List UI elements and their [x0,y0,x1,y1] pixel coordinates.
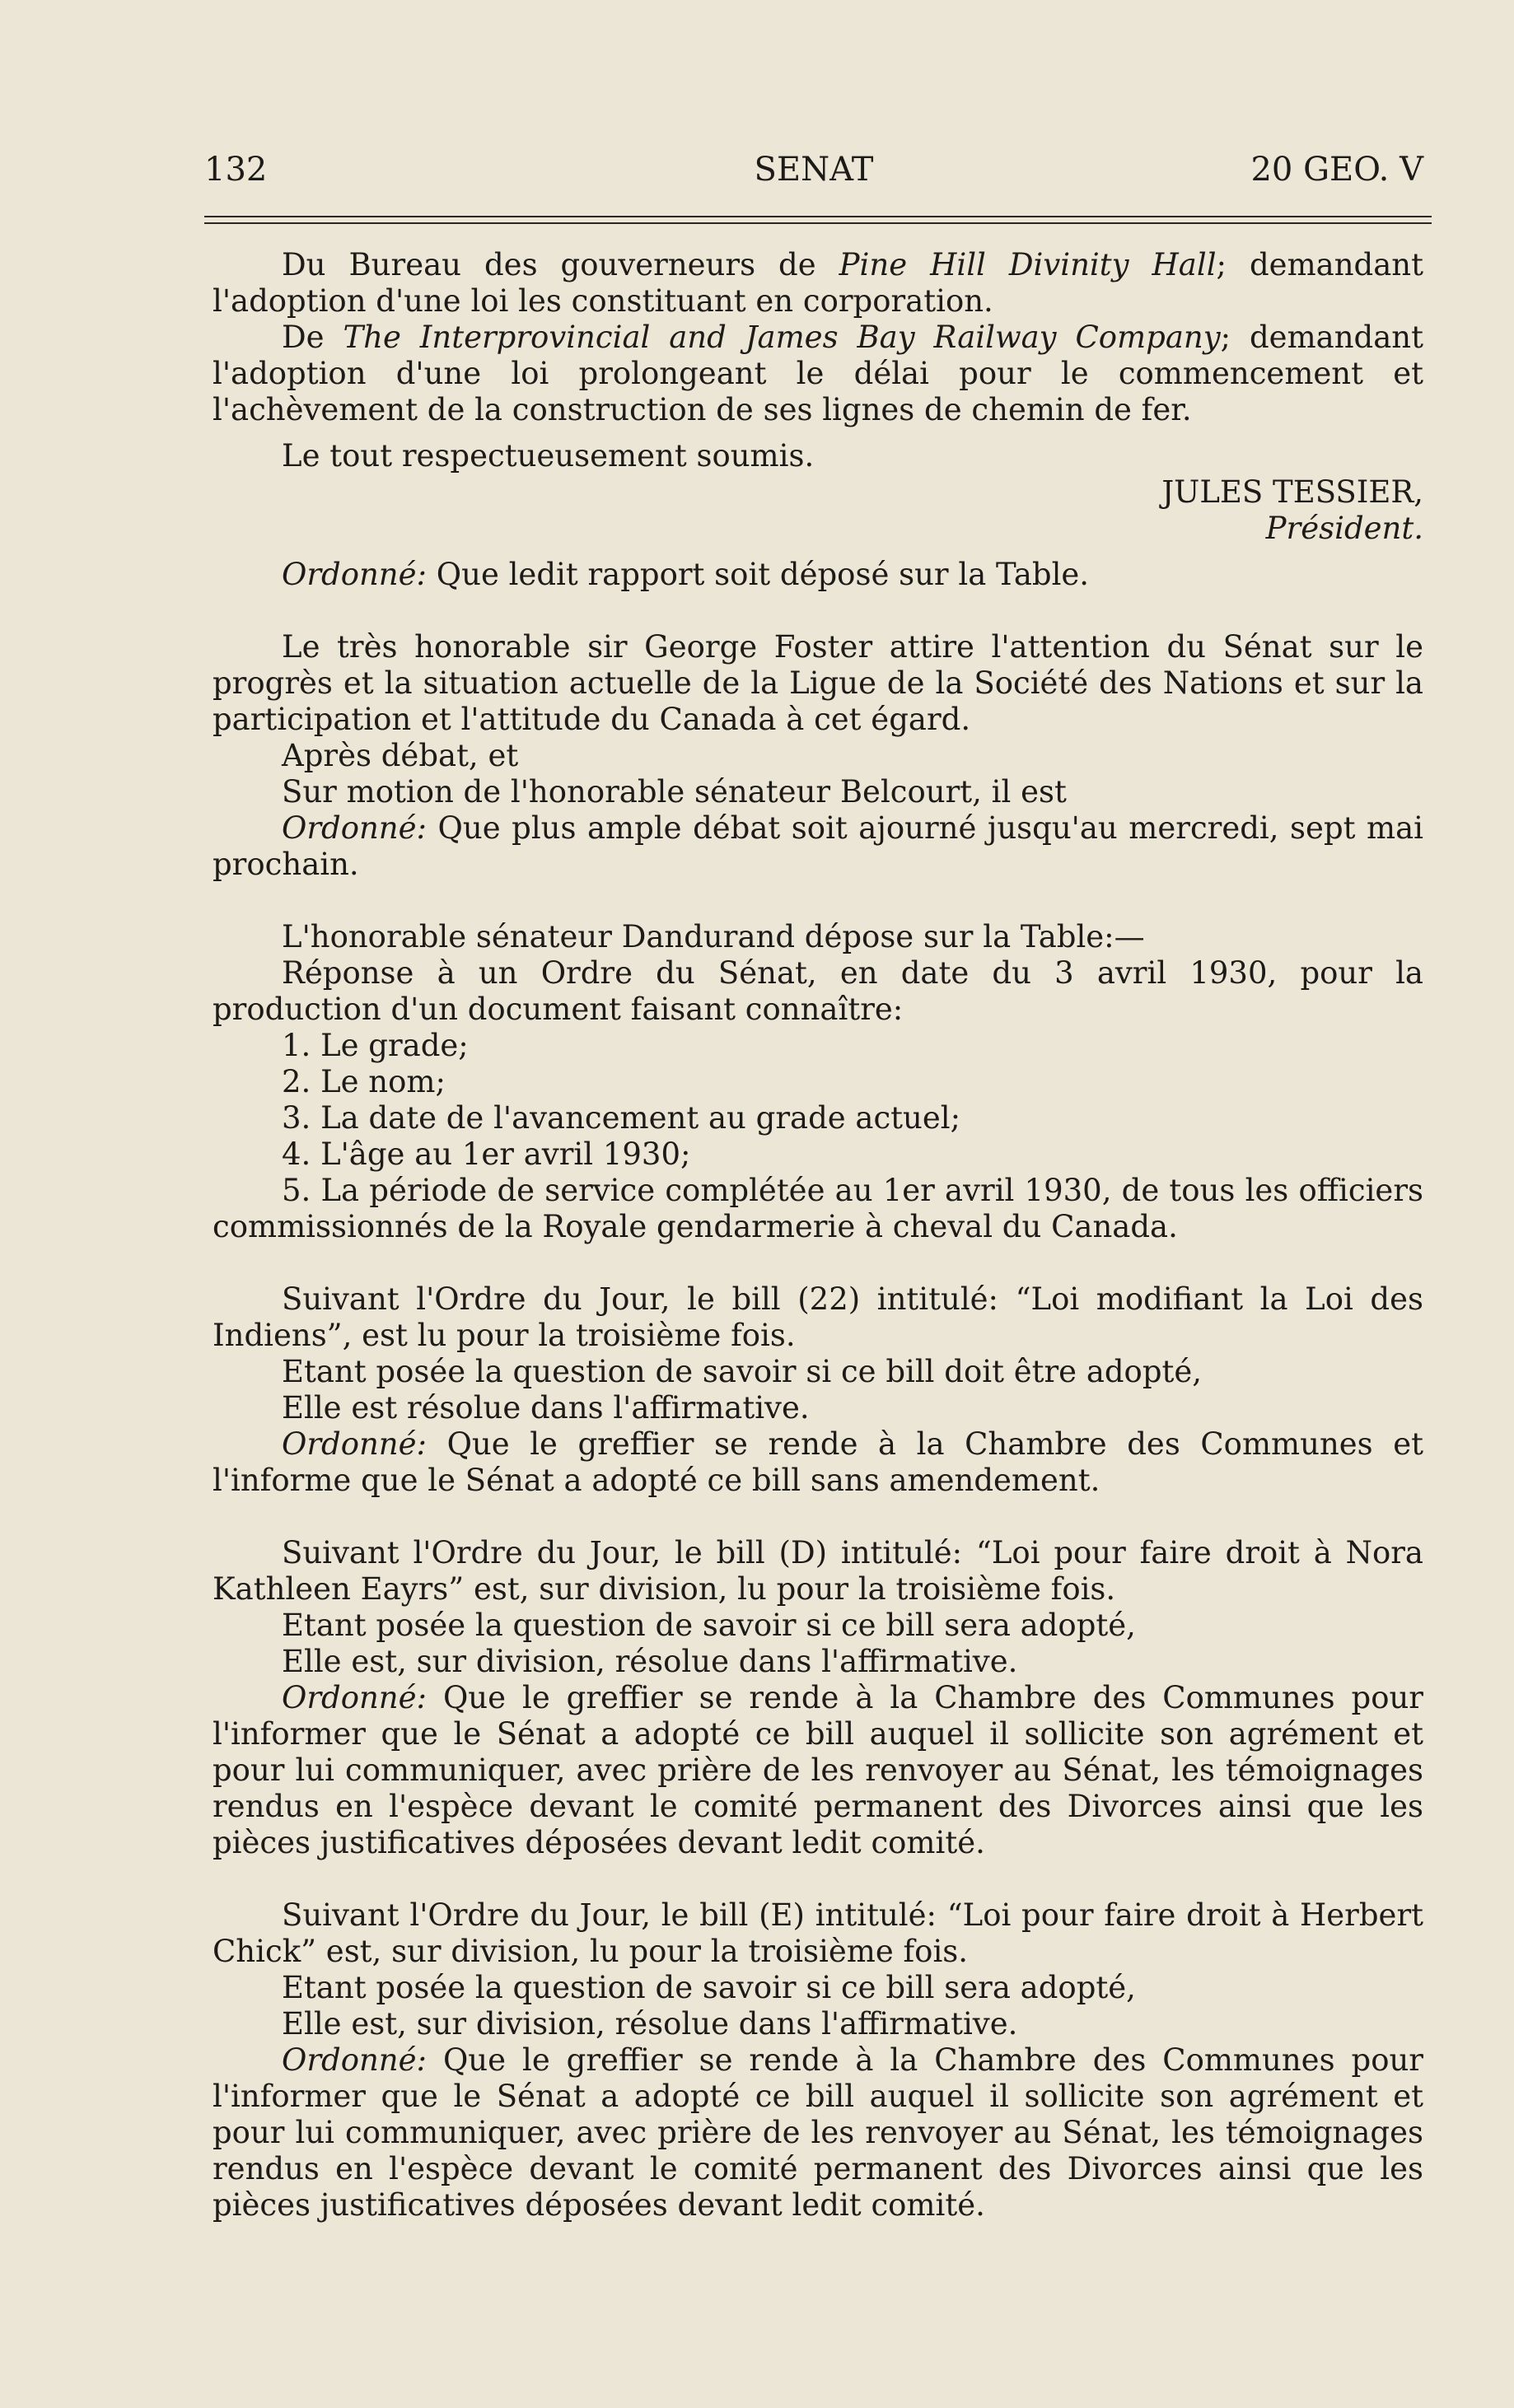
header-rule-top [204,216,1432,217]
paragraph-response: Réponse à un Ordre du Sénat, en date du 3 avril 1930, pour la production d'un document faisant connaître: [213,955,1423,1027]
list-item: 2. Le nom; [282,1064,446,1099]
order-label: Ordonné: [282,2042,428,2078]
submission-line: Le tout respectueusement soumis. [282,438,815,474]
paragraph-question: Etant posée la question de savoir si ce bill sera adopté, [282,1608,1136,1643]
order-bill-e: Ordonné: Que le greffier se rende à la Chambre des Communes pour l'informer que le Sénat a adopté ce bill auquel il sollicite son agrément et pour lui communiquer, avec prière de les renvoyer au Sénat, les témoignages rendus en l'espèce devant le comité permanent des Divorces ainsi que les pièces justificatives déposées devant ledit comité. [213,2042,1423,2223]
petition-pine-hill: Du Bureau des gouverneurs de Pine Hill Divinity Hall; demandant l'adoption d'une loi les constituant en corporation. [213,247,1423,319]
paragraph-bill-d: Suivant l'Ordre du Jour, le bill (D) intitulé: “Loi pour faire droit à Nora Kathleen Eayrs” est, sur division, lu pour la troisième fois. [213,1535,1423,1607]
order-label: Ordonné: [282,1426,428,1462]
order-adjourn: Ordonné: Que plus ample débat soit ajourné jusqu'au mercredi, sept mai prochain. [213,810,1423,882]
order-label: Ordonné: [282,557,428,592]
paragraph-question: Etant posée la question de savoir si ce bill doit être adopté, [282,1354,1203,1389]
list-item: 1. Le grade; [282,1028,469,1063]
paragraph-resolution: Elle est, sur division, résolue dans l'affirmative. [282,2006,1018,2042]
running-title: SENAT [754,151,874,189]
page-body [213,247,1423,2224]
signature-title: Président. [1265,511,1423,546]
list-item: 3. La date de l'avancement au grade actuel; [282,1100,961,1136]
paragraph-question: Etant posée la question de savoir si ce bill sera adopté, [282,1970,1136,2005]
list-item: 4. L'âge au 1er avril 1930; [282,1136,691,1172]
order-report-tabled: Ordonné: Que ledit rapport soit déposé sur la Table. [282,557,1090,592]
order-bill-d: Ordonné: Que le greffier se rende à la Chambre des Communes pour l'informer que le Sénat a adopté ce bill auquel il sollicite son agrément et pour lui communiquer, avec prière de les renvoyer au Sénat, les témoignages rendus en l'espèce devant le comité permanent des Divorces ainsi que les pièces justificatives déposées devant ledit comité. [213,1680,1423,1860]
paragraph-resolution: Elle est résolue dans l'affirmative. [282,1390,810,1426]
petitioner-name: The Interprovincial and James Bay Railway Company [343,320,1221,355]
order-bill-22: Ordonné: Que le greffier se rende à la Chambre des Communes et l'informe que le Sénat a adopté ce bill sans amendement. [213,1426,1423,1498]
paragraph-resolution: Elle est, sur division, résolue dans l'affirmative. [282,1644,1018,1679]
header-rule-bottom [204,222,1432,224]
paragraph-motion: Sur motion de l'honorable sénateur Belcourt, il est [282,774,1067,810]
paragraph-bill-22: Suivant l'Ordre du Jour, le bill (22) intitulé: “Loi modifiant la Loi des Indiens”, est lu pour la troisième fois. [213,1281,1423,1353]
regnal-year: 20 GEO. V [1250,151,1423,189]
order-label: Ordonné: [282,1680,428,1715]
page-header [204,147,1423,193]
order-label: Ordonné: [282,810,428,846]
paragraph-bill-e: Suivant l'Ordre du Jour, le bill (E) intitulé: “Loi pour faire droit à Herbert Chick” est, sur division, lu pour la troisième fois. [213,1897,1423,1969]
signature-name: JULES TESSIER, [1161,474,1423,510]
page-number: 132 [204,151,268,189]
petitioner-name: Pine Hill Divinity Hall [839,247,1217,282]
paragraph-debate: Après débat, et [282,738,519,773]
paragraph-foster: Le très honorable sir George Foster attire l'attention du Sénat sur le progrès et la situation actuelle de la Ligue de la Société des Nations et sur la participation et l'attitude du Canada à cet égard. [213,629,1423,737]
list-item: 5. La période de service complétée au 1er avril 1930, de tous les officiers commissionnés de la Royale gendarmerie à cheval du Canada. [213,1173,1423,1244]
petition-railway: De The Interprovincial and James Bay Railway Company; demandant l'adoption d'une loi prolongeant le délai pour le commencement et l'achèvement de la construction de ses lignes de chemin de fer. [213,320,1423,427]
paragraph-dandurand: L'honorable sénateur Dandurand dépose sur la Table:— [282,919,1145,954]
